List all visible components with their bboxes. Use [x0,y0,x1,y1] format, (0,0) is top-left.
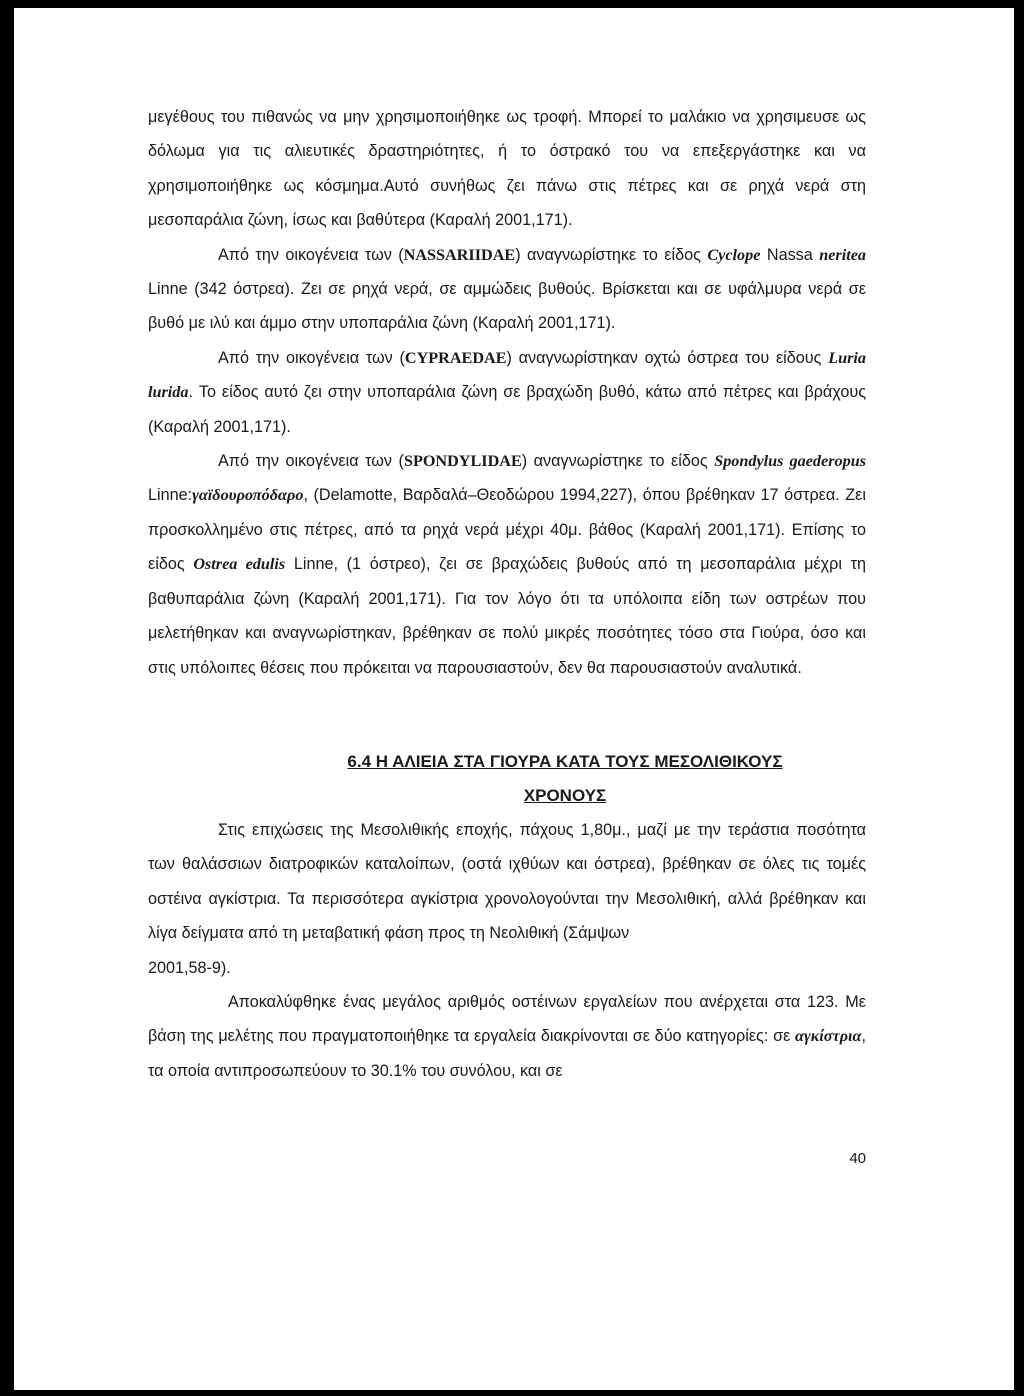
species-name: Ostrea edulis [193,555,286,574]
term: αγκίστρια [795,1027,862,1046]
family-name: CYPRAEDAE [404,348,507,367]
body-text [148,100,866,1177]
section-heading-line-1: 6.4 Η ΑΛΙΕΙΑ ΣΤΑ ΓΙΟΥΡΑ ΚΑΤΑ ΤΟΥΣ ΜΕΣΟΛΙΘΙΚΟΥΣ [347,751,783,771]
species-name: neritea [819,245,866,264]
section-heading-line-2: ΧΡΟΝΟΥΣ [523,785,607,805]
species-name: Spondylus gaederopus [714,452,866,471]
page-number: 40 [849,1150,866,1168]
family-name: SPONDYLIDAE [403,452,522,471]
paragraph-6: Αποκαλύφθηκε ένας μεγάλος αριθμός οστέινων εργαλείων που ανέρχεται στα 123. Με βάση της μελέτης που πραγματοποιήθηκε τα εργαλεία διακρίνονται σε δύο κατηγορίες: σε αγκίστρια, τα οποία αντιπροσωπεύουν το 30.1% του συνόλου, και σε [148,992,866,1080]
species-name: Luria lurida [148,348,867,402]
scan-border-right [1014,0,1024,1396]
paragraph-2: Από την οικογένεια των (NASSARIIDAE) αναγνωρίστηκε το είδος Cyclope Nassa neritea Linne (342 όστρεα). Ζει σε ρηχά νερά, σε αμμώδεις βυθούς. Βρίσκεται και σε υφάλμυρα νερά σε βυθό με ιλύ και άμμο στην υποπαράλια ζώνη (Καραλή 2001,171). [148,245,866,333]
section-heading [148,745,866,813]
paragraph-4: Από την οικογένεια των (SPONDYLIDAE) αναγνωρίστηκε το είδος Spondylus gaederopus Linne:γαϊδουροπόδαρο, (Delamotte, Βαρδαλά–Θεοδώρου 1994,227), όπου βρέθηκαν 17 όστρεα. Ζει προσκολλημένο στις πέτρες, από τα ρηχά νερά μέχρι 40μ. βάθος (Καραλή 2001,171). Επίσης το είδος Ostrea edulis Linne, (1 όστρεο), ζει σε βραχώδεις βυθούς από τη μεσοπαράλια μέχρι τη βαθυπαράλια ζώνη (Καραλή 2001,171). Για τον λόγο ότι τα υπόλοιπα είδη των οστρέων που μελετήθηκαν και αναγνωρίστηκαν, βρέθηκαν σε πολύ μικρές ποσότητες τόσο στα Γιούρα, όσο και στις υπόλοιπες θέσεις που πρόκειται να παρουσιαστούν, δεν θα παρουσιαστούν αναλυτικά. [148,452,867,677]
scan-border-top [0,0,1024,8]
scan-border-bottom [0,1390,1024,1396]
scan-border-left [0,0,14,1396]
paragraph-3: Από την οικογένεια των (CYPRAEDAE) αναγνωρίστηκαν οχτώ όστρεα του είδους Luria lurida. Το είδος αυτό ζει στην υποπαράλια ζώνη σε βραχώδη βυθό, κάτω από πέτρες και βράχους (Καραλή 2001,171). [148,348,867,436]
family-name: NASSARIIDAE [403,245,516,264]
species-name: Cyclope [707,245,761,264]
common-name: γαϊδουροπόδαρο [192,486,304,505]
paragraph-5: Στις επιχώσεις της Μεσολιθικής εποχής, πάχους 1,80μ., μαζί με την τεράστια ποσότητα των θαλάσσιων διατροφικών καταλοίπων, (οστά ιχθύων και όστρεα), βρέθηκαν σε όλες τις τομές οστέινα αγκίστρια. Τα περισσότερα αγκίστρια χρονολογούνται την Μεσολιθική, αλλά βρέθηκαν και λίγα δείγματα από τη μεταβατική φάση προς τη Νεολιθική (Σάμψων 2001,58-9). [148,820,866,977]
paragraph-1: μεγέθους του πιθανώς να μην χρησιμοποιήθηκε ως τροφή. Μπορεί το μαλάκιο να χρησιμευσε ως δόλωμα για τις αλιευτικές δραστηριότητες, ή το όστρακό του να επεξεργάστηκε και να χρησιμοποιήθηκε ως κόσμημα.Αυτό συνήθως ζει πάνω στις πέτρες και σε ρηχά νερά στη μεσοπαράλια ζώνη, ίσως και βαθύτερα (Καραλή 2001,171). [148,108,866,230]
